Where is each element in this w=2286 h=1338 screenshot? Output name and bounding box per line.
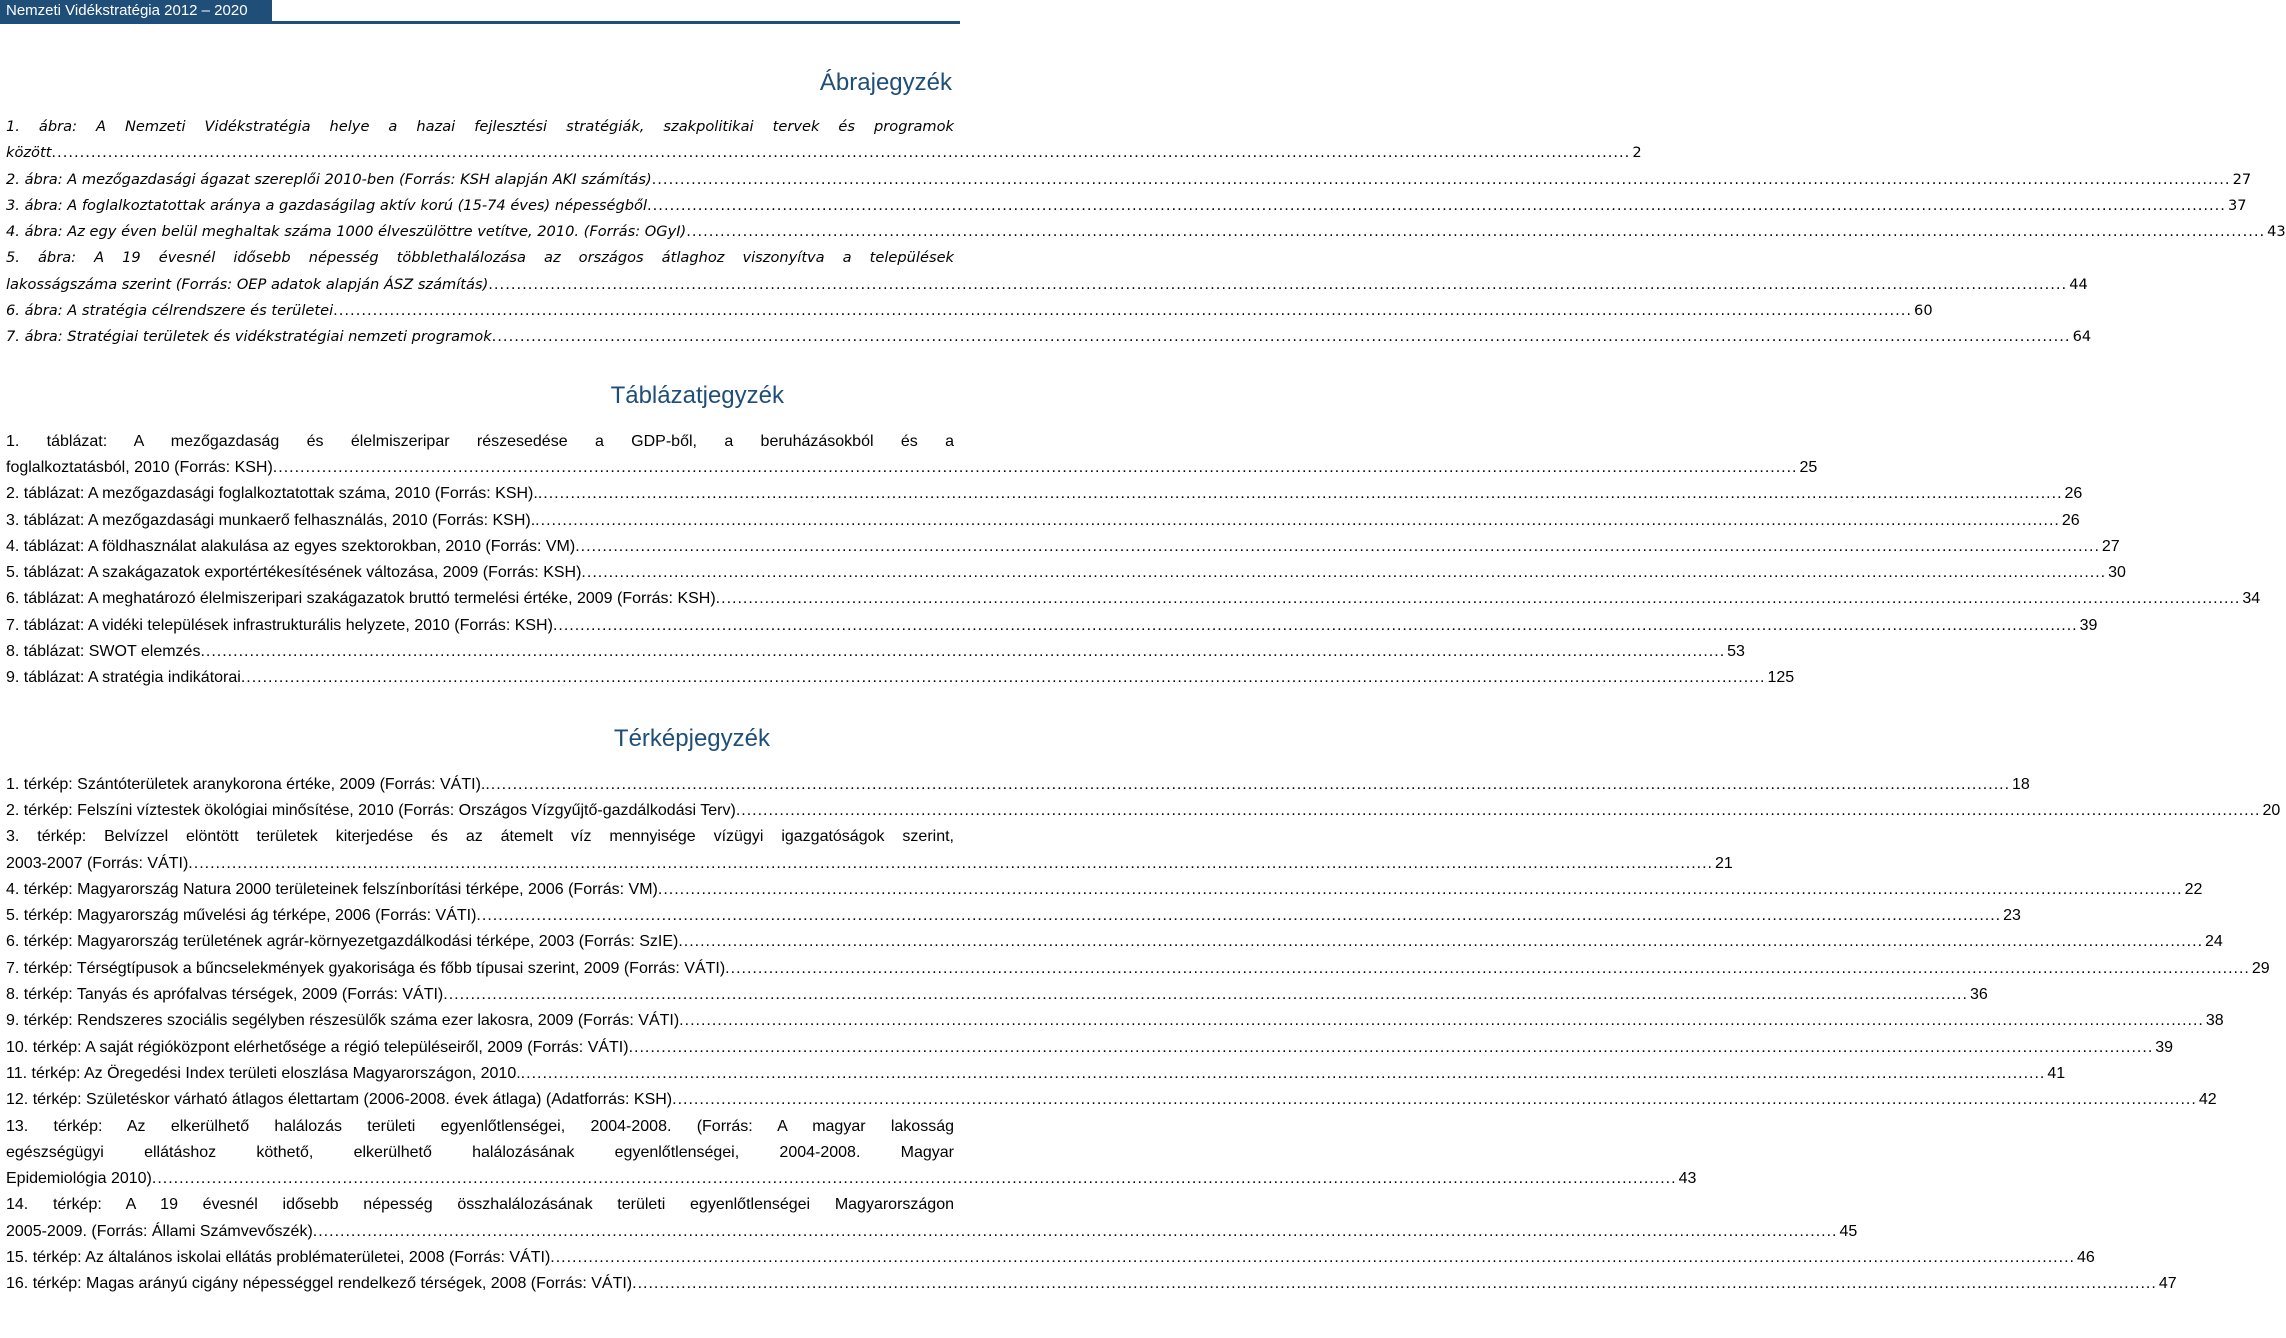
figure-entry-text: 7. ábra: Stratégiai területek és vidékstratégiai nemzeti programok <box>6 328 492 346</box>
figure-entry[interactable] <box>6 324 2092 350</box>
dot-leader <box>678 929 2203 955</box>
map-entry-text: 8. térkép: Tanyás és aprófalvas térségek, 2009 (Forrás: VÁTI) <box>6 986 444 1004</box>
table-entry[interactable] <box>6 429 1818 482</box>
map-entry-text: 2. térkép: Felszíni víztestek ökológiai minősítése, 2010 (Forrás: Országos Vízgyűjtő-gazdálkodási Terv) <box>6 801 736 819</box>
dot-leader <box>553 613 2078 639</box>
figure-entry-text: 4. ábra: Az egy éven belül meghaltak száma 1000 élveszülöttre vetítve, 2010. (Forrás: OGyI) <box>6 223 687 241</box>
table-entry-text: 9. táblázat: A stratégia indikátorai <box>6 669 241 687</box>
dot-leader <box>241 665 1766 691</box>
table-entry-text: 1. táblázat: A mezőgazdaság és élelmiszeripar részesedése a GDP-ből, a beruházásokból és a <box>6 432 954 450</box>
table-entry-text: 6. táblázat: A meghatározó élelmiszeripari szakágazatok bruttó termelési értéke, 2009 (Forrás: KSH) <box>6 590 716 608</box>
map-entry-text: 4. térkép: Magyarország Natura 2000 területeinek felszínborítási térképe, 2006 (Forrás: VM) <box>6 880 658 898</box>
figure-page-number: 43 <box>2267 223 2286 241</box>
dot-leader <box>632 1271 2157 1297</box>
table-entry[interactable] <box>6 586 2261 612</box>
map-entry-text: 13. térkép: Az elkerülhető halálozás területi egyenlőtlenségei, 2004-2008. (Forrás: A magyar lakosság <box>6 1117 954 1135</box>
dot-leader <box>658 877 2183 903</box>
maps-heading: Térképjegyzék <box>613 724 770 752</box>
dot-leader <box>736 798 2261 824</box>
map-entry-text: 14. térkép: A 19 évesnél idősebb népesség összhalálozásának területi egyenlőtlenségei Magyarországon <box>6 1196 954 1214</box>
figure-entry[interactable] <box>6 114 1642 167</box>
map-page-number: 21 <box>1714 854 1733 872</box>
figure-entry[interactable] <box>6 245 2088 298</box>
table-page-number: 125 <box>1767 669 1795 687</box>
figure-entry[interactable] <box>6 298 1933 324</box>
figure-page-number: 2 <box>1632 144 1642 162</box>
map-entry[interactable] <box>6 772 2030 798</box>
table-entry-text: 2. táblázat: A mezőgazdasági foglalkoztatottak száma, 2010 (Forrás: KSH). <box>6 485 538 503</box>
map-page-number: 18 <box>2012 775 2030 793</box>
dot-leader <box>672 1087 2197 1113</box>
table-page-number: 39 <box>2079 616 2098 634</box>
figures-list <box>6 114 2286 351</box>
map-entry-text: 7. térkép: Térségtípusok a bűncselekmények gyakorisága és főbb típusai szerint, 2009 (Forrás: VÁTI) <box>6 959 726 977</box>
dot-leader <box>313 1219 1838 1245</box>
dot-leader <box>200 639 1725 665</box>
running-header <box>0 0 272 21</box>
figure-entry[interactable] <box>6 193 2247 219</box>
table-entry-text: foglalkoztatásból, 2010 (Forrás: KSH) <box>6 458 273 476</box>
figure-entry-text: 1. ábra: A Nemzeti Vidékstratégia helye a hazai fejlesztési stratégiák, szakpolitikai tervek és programok <box>6 118 954 135</box>
table-page-number: 27 <box>2101 537 2120 555</box>
dot-leader <box>152 1166 1677 1192</box>
dot-leader <box>652 167 2231 193</box>
map-entry-text: 12. térkép: Születéskor várható átlagos élettartam (2006-2008. évek átlaga) (Adatforrás: KSH) <box>6 1091 673 1109</box>
map-entry[interactable] <box>6 1245 2095 1271</box>
dot-leader <box>725 956 2250 982</box>
map-entry-text: 1. térkép: Szántóterületek aranykorona értéke, 2009 (Forrás: VÁTI). <box>6 775 486 793</box>
map-page-number: 36 <box>1969 986 1988 1004</box>
table-page-number: 53 <box>1727 643 1745 661</box>
map-entry-text: Epidemiológia 2010) <box>6 1170 152 1188</box>
table-entry[interactable] <box>6 481 2083 507</box>
figure-page-number: 60 <box>1914 302 1933 320</box>
dot-leader <box>492 324 2071 350</box>
table-entry[interactable] <box>6 613 2098 639</box>
map-entry-text: 2005-2009. (Forrás: Állami Számvevőszék) <box>6 1222 313 1240</box>
map-page-number: 38 <box>2205 1012 2224 1030</box>
dot-leader <box>647 193 2226 219</box>
map-entry[interactable] <box>6 1271 2177 1297</box>
figure-page-number: 44 <box>2069 275 2088 293</box>
table-page-number: 26 <box>2064 485 2083 503</box>
map-entry[interactable] <box>6 929 2223 955</box>
figure-entry-text: lakosságszáma szerint (Forrás: OEP adatok alapján ÁSZ számítás) <box>6 275 489 293</box>
map-entry-text: 11. térkép: Az Öregedési Index területi eloszlása Magyarországon, 2010. <box>6 1064 521 1082</box>
map-entry[interactable] <box>6 1087 2217 1113</box>
figure-page-number: 37 <box>2227 196 2247 214</box>
map-entry-text: 10. térkép: A saját régióközpont elérhetősége a régió településeiről, 2009 (Forrás: VÁTI) <box>6 1038 629 1056</box>
figure-entry[interactable] <box>6 219 2286 245</box>
map-entry[interactable] <box>6 877 2203 903</box>
dot-leader <box>686 219 2265 245</box>
table-page-number: 25 <box>1799 458 1818 476</box>
table-entry[interactable] <box>6 508 2080 534</box>
figure-entry-text: 5. ábra: A 19 évesnél idősebb népesség többlethalálozása az országos átlaghoz viszonyítva a települések <box>6 249 954 267</box>
dot-leader <box>538 481 2063 507</box>
table-entry-text: 5. táblázat: A szakágazatok exportértékesítésének változása, 2009 (Forrás: KSH) <box>6 564 582 582</box>
dot-leader <box>188 851 1713 877</box>
table-entry[interactable] <box>6 534 2120 560</box>
tables-heading: Táblázatjegyzék <box>610 381 784 409</box>
dot-leader <box>521 1061 2046 1087</box>
dot-leader <box>535 508 2060 534</box>
dot-leader <box>273 455 1798 481</box>
dot-leader <box>716 586 2241 612</box>
map-entry[interactable] <box>6 982 1988 1008</box>
map-entry[interactable] <box>6 1035 2174 1061</box>
map-page-number: 22 <box>2184 880 2203 898</box>
map-entry-text: 3. térkép: Belvízzel elöntött területek kiterjedése és az átemelt víz mennyisége vízügyi igazgatóságok szerint, <box>6 828 954 846</box>
map-entry-text: 2003-2007 (Forrás: VÁTI) <box>6 854 189 872</box>
figure-page-number: 64 <box>2072 328 2092 346</box>
map-page-number: 24 <box>2205 933 2223 951</box>
figure-entry-text: 6. ábra: A stratégia célrendszere és területei <box>6 302 334 320</box>
map-entry-text: 15. térkép: Az általános iskolai ellátás problématerületei, 2008 (Forrás: VÁTI) <box>6 1248 551 1266</box>
map-entry-text: 5. térkép: Magyarország művelési ág térképe, 2006 (Forrás: VÁTI) <box>6 907 477 925</box>
map-entry-text: egészségügyi ellátáshoz köthető, elkerülhető halálozásának egyenlőtlenségei, 2004-2008. Magyar <box>6 1143 954 1161</box>
table-entry[interactable] <box>6 560 2126 586</box>
map-entry[interactable] <box>6 1114 1697 1193</box>
figure-entry-text: 2. ábra: A mezőgazdasági ágazat szereplői 2010-ben (Forrás: KSH alapján AKI számítás) <box>6 170 652 188</box>
map-entry[interactable] <box>6 1008 2224 1034</box>
document-body <box>6 24 2286 1298</box>
table-entry-text: 8. táblázat: SWOT elemzés <box>6 643 201 661</box>
table-entry[interactable] <box>6 665 1795 691</box>
figure-entry-text: között <box>6 144 52 162</box>
map-entry[interactable] <box>6 1061 2066 1087</box>
map-entry[interactable] <box>6 956 2270 982</box>
dot-leader <box>443 982 1968 1008</box>
maps-list <box>6 772 2281 1298</box>
table-page-number: 30 <box>2108 564 2126 582</box>
map-entry[interactable] <box>6 903 2021 929</box>
table-entry-text: 3. táblázat: A mezőgazdasági munkaerő felhasználás, 2010 (Forrás: KSH). <box>6 511 536 529</box>
map-entry-text: 6. térkép: Magyarország területének agrár-környezetgazdálkodási térképe, 2003 (Forrás: SzIE) <box>6 933 679 951</box>
map-entry[interactable] <box>6 824 1733 877</box>
map-page-number: 20 <box>2262 801 2281 819</box>
header-title: Nemzeti Vidékstratégia 2012 – 2020 <box>6 2 248 19</box>
table-page-number: 26 <box>2061 511 2080 529</box>
dot-leader <box>550 1245 2075 1271</box>
figures-heading: Ábrajegyzék <box>819 69 952 96</box>
table-entry[interactable] <box>6 639 1745 665</box>
dot-leader <box>485 772 2010 798</box>
map-page-number: 45 <box>1839 1222 1858 1240</box>
map-entry-text: 9. térkép: Rendszeres szociális segélyben részesülők száma ezer lakosra, 2009 (Forrás: VÁTI) <box>6 1012 680 1030</box>
dot-leader <box>51 140 1630 166</box>
figure-entry-text: 3. ábra: A foglalkoztatottak aránya a gazdaságilag aktív korú (15-74 éves) népességből <box>6 196 648 214</box>
map-page-number: 41 <box>2047 1064 2066 1082</box>
map-page-number: 46 <box>2076 1248 2095 1266</box>
table-entry-text: 4. táblázat: A földhasználat alakulása az egyes szektorokban, 2010 (Forrás: VM) <box>6 537 576 555</box>
dot-leader <box>629 1035 2154 1061</box>
dot-leader <box>333 298 1912 324</box>
figure-page-number: 27 <box>2232 170 2252 188</box>
dot-leader <box>575 534 2100 560</box>
map-page-number: 42 <box>2198 1091 2217 1109</box>
map-entry-text: 16. térkép: Magas arányú cigány népességgel rendelkező térségek, 2008 (Forrás: VÁTI) <box>6 1275 633 1293</box>
map-page-number: 39 <box>2155 1038 2174 1056</box>
table-page-number: 34 <box>2242 590 2261 608</box>
map-entry[interactable] <box>6 1192 1858 1245</box>
dot-leader <box>679 1008 2204 1034</box>
dot-leader <box>488 272 2067 298</box>
map-page-number: 23 <box>2003 907 2021 925</box>
map-page-number: 43 <box>1678 1170 1697 1188</box>
figure-entry[interactable] <box>6 167 2252 193</box>
dot-leader <box>476 903 2001 929</box>
dot-leader <box>581 560 2106 586</box>
table-entry-text: 7. táblázat: A vidéki települések infrastrukturális helyzete, 2010 (Forrás: KSH) <box>6 616 553 634</box>
map-entry[interactable] <box>6 798 2281 824</box>
map-page-number: 47 <box>2158 1275 2177 1293</box>
map-page-number: 29 <box>2251 959 2270 977</box>
tables-list <box>6 429 2261 692</box>
